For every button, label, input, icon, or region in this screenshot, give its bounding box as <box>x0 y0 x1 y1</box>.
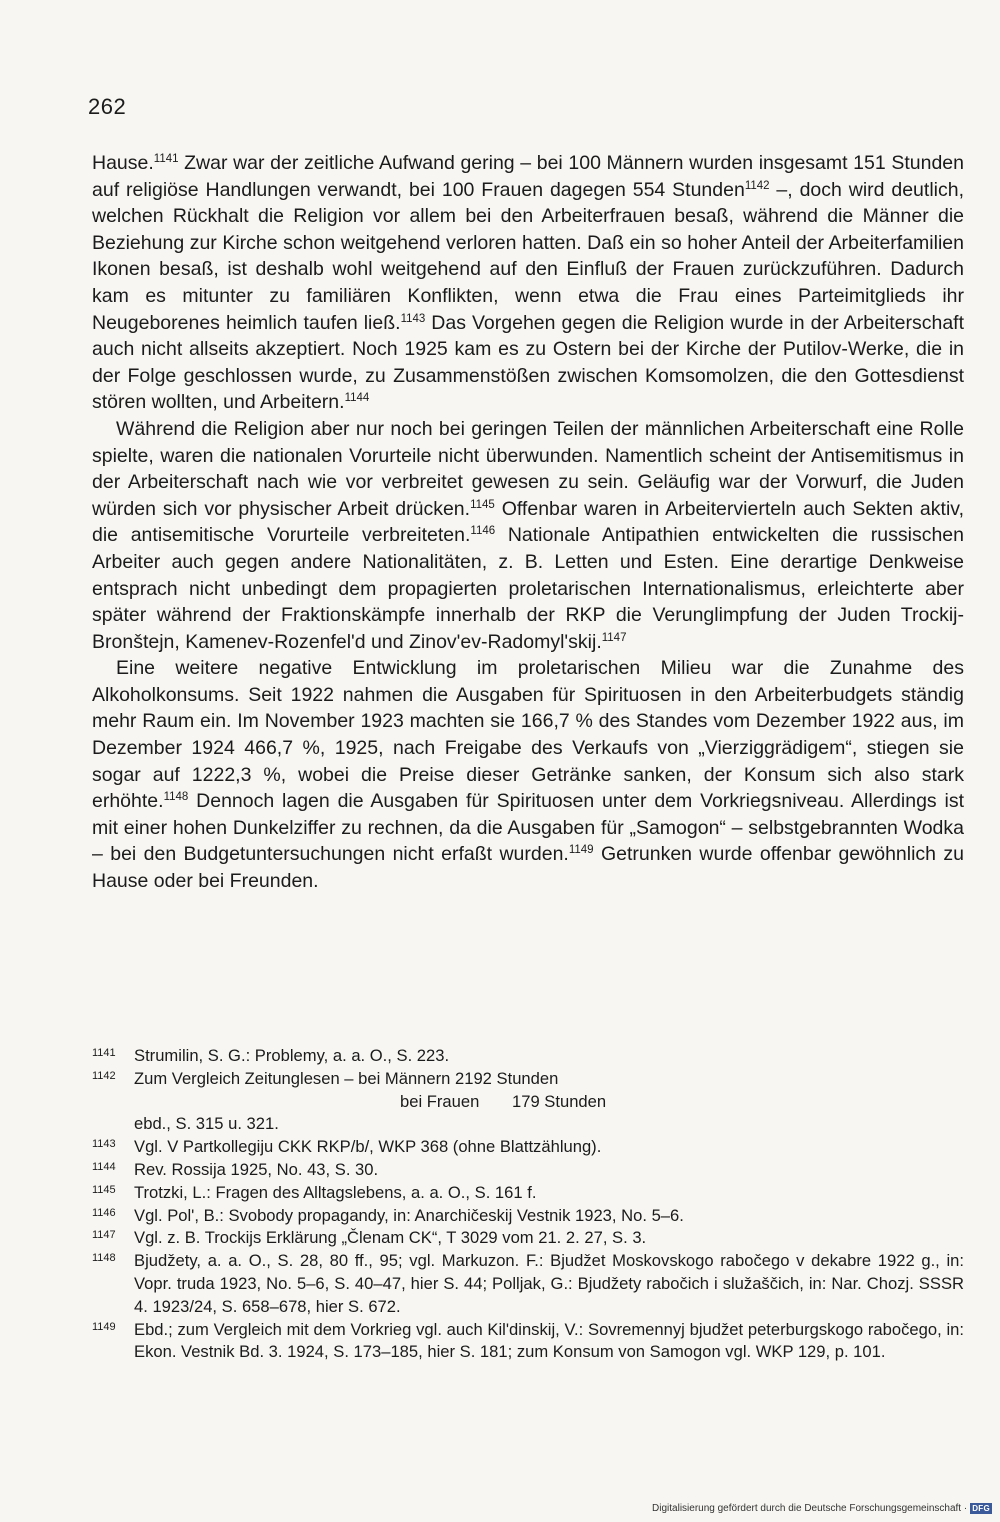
footnote-number: 1148 <box>92 1252 116 1265</box>
footnote-text <box>134 1182 964 1205</box>
footnote-line: ebd., S. 315 u. 321. <box>134 1114 279 1134</box>
footnote-number: 1147 <box>92 1229 116 1242</box>
footnote-number: 1143 <box>92 1138 116 1151</box>
footnotes <box>92 1045 964 1364</box>
footnote-number: 1149 <box>92 1320 116 1333</box>
footnote-line: Strumilin, S. G.: Problemy, a. a. O., S. 223. <box>134 1046 450 1065</box>
footnote-text <box>134 1250 964 1318</box>
footnote-text <box>134 1068 964 1136</box>
footnote-number: 1144 <box>92 1160 116 1173</box>
footnote-line <box>134 1091 964 1114</box>
footer <box>652 1503 992 1514</box>
footnote-ref: 1147 <box>601 631 627 644</box>
footnote-line: Vgl. z. B. Trockijs Erklärung „Členam CK“, T 3029 vom 21. 2. 27, S. 3. <box>134 1228 647 1248</box>
text-run: Nationale Antipathien entwickelten die russischen Arbeiter auch gegen andere Nationalitäten, z. B. Letten und Esten. Eine derartige Denkweise entsprach nicht unbedingt dem propagierten proletarischen Internationalismus, erleichterte aber später während der Fraktionskämpfe innerhalb der RKP die Verunglimpfung der Juden Trockij-Bronštejn, Kamenev-Rozenfel'd und Zinov'ev-Radomyl'skij. <box>92 524 964 653</box>
text-run: Eine weitere negative Entwicklung im proletarischen Milieu war die Zunahme des Alkoholkonsums. Seit 1922 nahmen die Ausgaben für Spirituosen in den Arbeiterbudgets ständig mehr Raum ein. Im November 1923 machten sie 166,7 % des Standes vom Dezember 1922 aus, im Dezember 1924 466,7 %, 1925, nach Freigabe des Verkaufs von „Vierziggrädigem“, stiegen sie sogar auf 1222,3 %, wobei die Preise dieser Getränke sanken, der Konsum sich also stark erhöhte. <box>92 657 964 813</box>
footnote-ref: 1146 <box>470 525 496 538</box>
footnote-line: Bjudžety, a. a. O., S. 28, 80 ff., 95; vgl. Markuzon. F.: Bjudžet Moskovskogo rabočego v dekabre 1922 g., in: Vopr. truda 1923, No. 5–6, S. 40–47, hier S. 44; Polljak, G.: Bjudžety rabočich i služaščich, in: Nar. Chozj. SSSR 4. 1923/24, S. 658–678, hier S. 672. <box>134 1251 964 1316</box>
paragraph <box>92 655 964 894</box>
footnote-text <box>134 1045 964 1068</box>
footnote <box>92 1250 964 1318</box>
footnote-ref: 1145 <box>470 498 495 511</box>
footnote-text <box>134 1227 964 1250</box>
dfg-logo: DFG <box>972 1504 990 1513</box>
text-run: –, doch wird deutlich, welchen Rückhalt die Religion vor allem bei den Arbeiterfrauen besaß, während die Männer die Beziehung zur Kirche schon weitgehend verloren hatten. Daß ein so hoher Anteil der Arbeiterfamilien Ikonen besaß, ist deshalb wohl weitgehend auf den Einfluß der Frauen zurückzuführen. Dadurch kam es mitunter zu familiären Konflikten, wenn etwa die Frau eines Parteimitglieds ihr Neugeborenes heimlich taufen ließ. <box>92 178 964 334</box>
text-run: Zwar war der zeitliche Aufwand gering – bei 100 Männern wurden insgesamt 151 Stunden auf religiöse Handlungen verwandt, bei 100 Frauen dagegen 554 Stunden <box>92 152 964 201</box>
text-run: Getrunken wurde offenbar gewöhnlich zu Hause oder bei Freunden. <box>92 843 964 893</box>
footnote <box>92 1182 964 1205</box>
footnote <box>92 1159 964 1182</box>
footnote-ref: 1141 <box>153 153 179 165</box>
footnote-ref: 1148 <box>163 791 189 804</box>
footnote-line: Zum Vergleich Zeitunglesen – bei Männern 2192 Stunden <box>134 1068 559 1088</box>
footnote <box>92 1227 964 1250</box>
footnote <box>92 1319 964 1365</box>
footnote-line: Vgl. Pol', B.: Svobody propagandy, in: Anarchičeskij Vestnik 1923, No. 5–6. <box>134 1205 684 1225</box>
footnote <box>92 1068 964 1136</box>
footnote-cell: bei Frauen <box>400 1091 480 1111</box>
footnote-text <box>134 1136 964 1159</box>
text-run: Während die Religion aber nur noch bei geringen Teilen der männlichen Arbeiterschaft eine Rolle spielte, waren die nationalen Vorurteile nicht überwunden. Namentlich scheint der Antisemitismus in der Arbeiterschaft nach wie vor verbreitet gewesen zu sein. Geläufig war der Vorwurf, die Juden würden sich vor physischer Arbeit drücken. <box>92 417 964 520</box>
footnote <box>92 1205 964 1228</box>
footnote-ref: 1149 <box>568 844 594 857</box>
footnote-number: 1141 <box>92 1047 116 1059</box>
footnote-line: Rev. Rossija 1925, No. 43, S. 30. <box>134 1159 379 1179</box>
footnote-line: Ebd.; zum Vergleich mit dem Vorkrieg vgl. auch Kil'dinskij, V.: Sovremennyj bjudžet peterburgskogo rabočego, in: Ekon. Vestnik Bd. 3. 1924, S. 173–185, hier S. 181; zum Konsum von Samogon vgl. WKP 129, p. 101. <box>134 1319 964 1362</box>
footnote-line: Trotzki, L.: Fragen des Alltagslebens, a. a. O., S. 161 f. <box>134 1182 537 1202</box>
footnote-number: 1145 <box>92 1183 116 1196</box>
paragraph <box>92 150 964 416</box>
footnote-cell: 179 Stunden <box>512 1091 607 1111</box>
text-run: Dennoch lagen die Ausgaben für Spirituosen unter dem Vorkriegsniveau. Allerdings ist mit einer hohen Dunkelziffer zu rechnen, da die Ausgaben für „Samogon“ – selbstgebrannten Wodka – bei den Budgetuntersuchungen nicht erfaßt wurden. <box>92 790 964 866</box>
footnote-ref: 1143 <box>400 312 426 325</box>
footnote-number: 1142 <box>92 1069 116 1082</box>
text-run: Offenbar waren in Arbeitervierteln auch Sekten aktiv, die antisemitische Vorurteile verbreiteten. <box>92 497 965 547</box>
footnote-ref: 1144 <box>344 392 370 405</box>
page-number: 262 <box>88 94 127 119</box>
footer-text: Digitalisierung gefördert durch die Deutsche Forschungsgemeinschaft · <box>652 1503 968 1514</box>
footnote-number: 1146 <box>92 1206 116 1219</box>
footnote-ref: 1142 <box>744 179 770 192</box>
footnote-text <box>134 1205 964 1228</box>
text-run: Hause. <box>92 152 154 174</box>
text-run: Das Vorgehen gegen die Religion wurde in der Arbeiterschaft auch nicht allseits akzeptiert. Noch 1925 kam es zu Ostern bei der Kirche der Putilov-Werke, die in der Folge geschlossen wurde, zu Zusammenstößen zwischen Komsomolzen, die den Gottesdienst stören wollten, und Arbeitern. <box>92 311 965 414</box>
footnote-text <box>134 1159 964 1182</box>
footnote-text <box>134 1319 964 1365</box>
footnote <box>92 1136 964 1159</box>
paragraph <box>92 416 964 655</box>
body-text <box>92 150 964 895</box>
footnote <box>92 1045 964 1068</box>
footnote-line: Vgl. V Partkollegiju CKK RKP/b/, WKP 368 (ohne Blattzählung). <box>134 1137 602 1157</box>
